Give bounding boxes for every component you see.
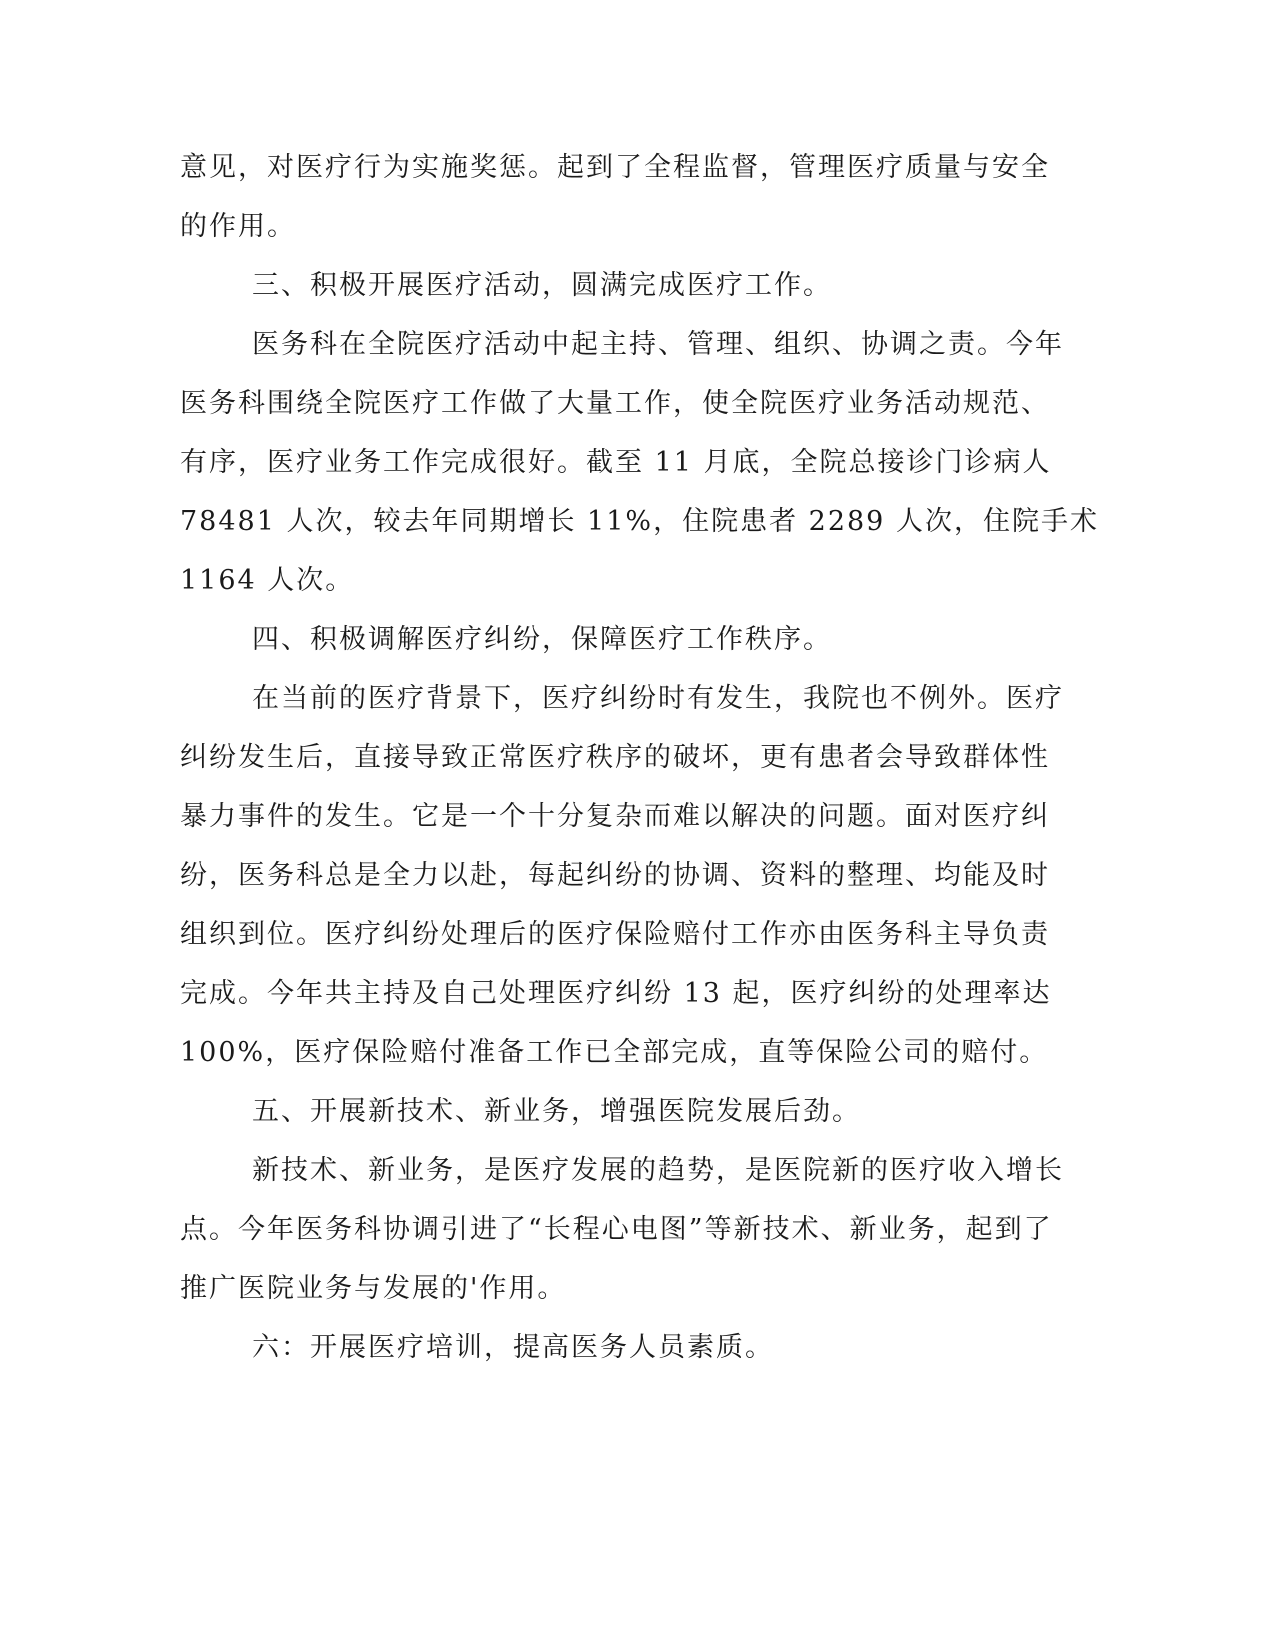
text-line: 组织到位。医疗纠纷处理后的医疗保险赔付工作亦由医务科主导负责 (180, 919, 1050, 950)
text-line: 100%，医疗保险赔付准备工作已全部完成，直等保险公司的赔付。 (180, 1037, 1049, 1068)
text-line: 意见，对医疗行为实施奖惩。起到了全程监督，管理医疗质量与安全 (180, 152, 1050, 183)
text-line: 78481 人次，较去年同期增长 11%，住院患者 2289 人次，住院手术 (180, 506, 1099, 537)
section-heading: 五、开展新技术、新业务，增强医院发展后劲。 (252, 1096, 861, 1127)
text-line: 的作用。 (180, 211, 296, 242)
text-line: 点。今年医务科协调引进了“长程心电图”等新技术、新业务，起到了 (180, 1214, 1053, 1245)
text-line: 有序，医疗业务工作完成很好。截至 11 月底，全院总接诊门诊病人 (180, 447, 1052, 478)
text-line: 纠纷发生后，直接导致正常医疗秩序的破坏，更有患者会导致群体性 (180, 742, 1050, 773)
text-line: 医务科围绕全院医疗工作做了大量工作，使全院医疗业务活动规范、 (180, 388, 1050, 419)
text-line: 完成。今年共主持及自己处理医疗纠纷 13 起，医疗纠纷的处理率达 (180, 978, 1052, 1009)
text-line: 1164 人次。 (180, 565, 355, 596)
text-line: 暴力事件的发生。它是一个十分复杂而难以解决的问题。面对医疗纠 (180, 801, 1050, 832)
section-heading: 三、积极开展医疗活动，圆满完成医疗工作。 (252, 270, 832, 301)
text-line: 在当前的医疗背景下，医疗纠纷时有发生，我院也不例外。医疗 (252, 683, 1064, 714)
section-heading: 四、积极调解医疗纠纷，保障医疗工作秩序。 (252, 624, 832, 655)
text-line: 新技术、新业务，是医疗发展的趋势，是医院新的医疗收入增长 (252, 1155, 1064, 1186)
section-heading: 六：开展医疗培训，提高医务人员素质。 (252, 1332, 774, 1363)
text-line: 推广医院业务与发展的'作用。 (180, 1273, 567, 1304)
text-line: 纷，医务科总是全力以赴，每起纠纷的协调、资料的整理、均能及时 (180, 860, 1050, 891)
text-line: 医务科在全院医疗活动中起主持、管理、组织、协调之责。今年 (252, 329, 1064, 360)
